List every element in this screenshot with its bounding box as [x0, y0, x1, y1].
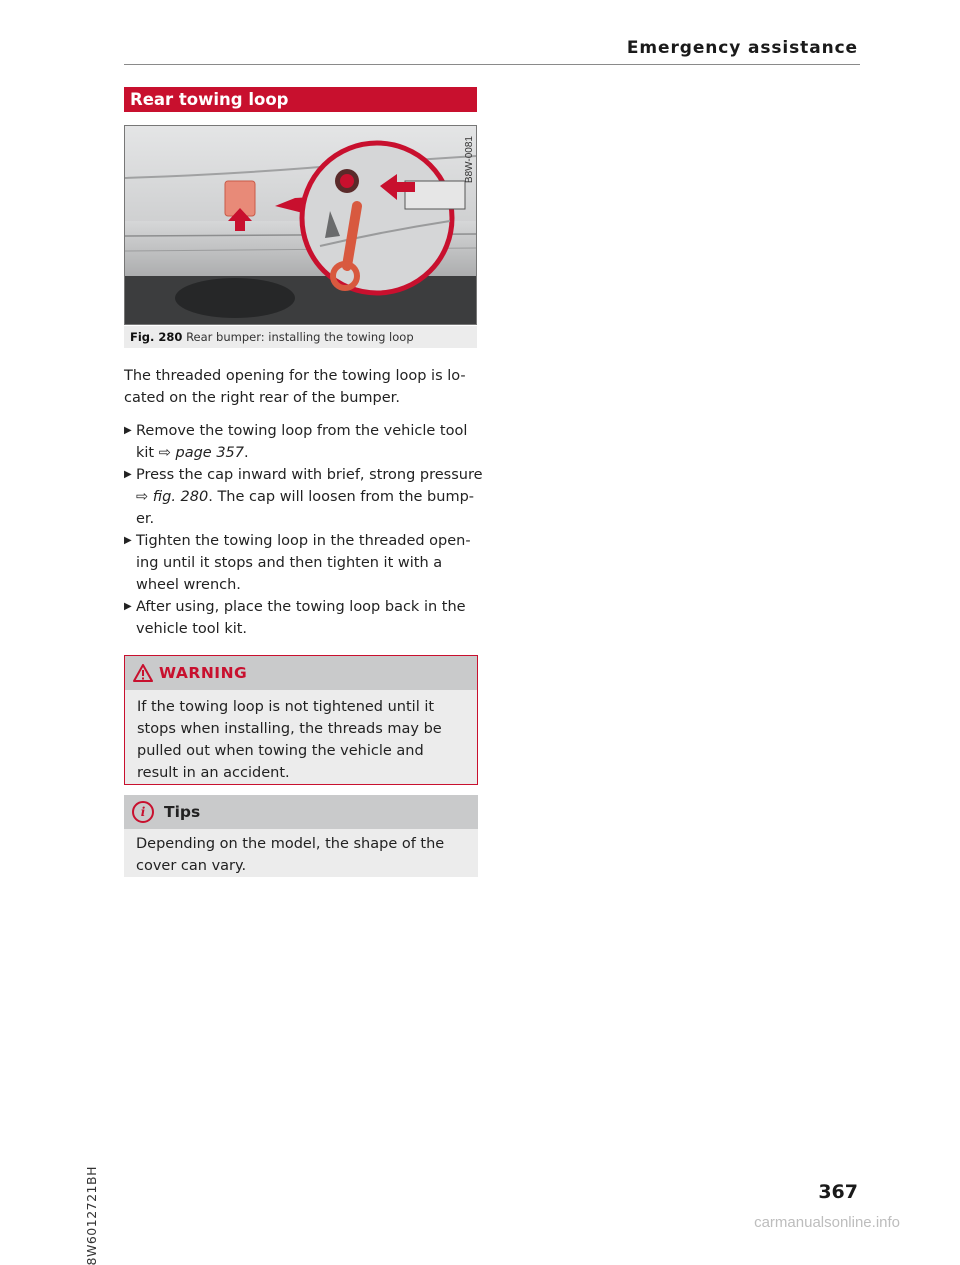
- warning-text: If the towing loop is not tightened until it stops when installing, the threads may be pulled out when towing the vehicle and result in an accident.: [137, 699, 442, 781]
- warning-title: WARNING: [159, 664, 248, 682]
- section-heading: Rear towing loop: [124, 87, 477, 112]
- warning-triangle-icon: [133, 664, 153, 682]
- figure-caption-text: Rear bumper: installing the towing loop: [186, 330, 414, 344]
- info-circle-icon: i: [132, 801, 154, 823]
- watermark: carmanualsonline.info: [754, 1214, 900, 1231]
- rear-bumper-illustration: [125, 126, 476, 324]
- triangle-bullet-icon: ▶: [124, 469, 132, 480]
- intro-line-2: cated on the right rear of the bumper.: [124, 390, 400, 406]
- intro-line-1: The threaded opening for the towing loop is lo-: [124, 368, 466, 384]
- instruction-steps: [124, 420, 484, 640]
- step-tighten-loop: ▶ Tighten the towing loop in the threaded open-ing until it stops and then tighten it with a wheel wrench.: [124, 530, 484, 596]
- tips-header: [124, 795, 478, 829]
- triangle-bullet-icon: ▶: [124, 601, 132, 612]
- page-reference-link[interactable]: ⇨ page 357: [158, 445, 244, 461]
- warning-header: [125, 656, 477, 690]
- step-remove-loop: ▶ Remove the towing loop from the vehicle tool kit ⇨ page 357.: [124, 420, 484, 464]
- triangle-bullet-icon: ▶: [124, 535, 132, 546]
- tips-title: Tips: [164, 803, 201, 821]
- warning-box: [124, 655, 478, 785]
- document-code: 8W6012721BH: [84, 1166, 99, 1265]
- figure-label: Fig. 280: [130, 330, 183, 344]
- step-return-loop: ▶ After using, place the towing loop back in the vehicle tool kit.: [124, 596, 484, 640]
- triangle-bullet-icon: ▶: [124, 425, 132, 436]
- figure-code: B8W-0081: [464, 136, 475, 184]
- page-number: 367: [818, 1181, 858, 1203]
- step-press-cap: ▶ Press the cap inward with brief, strong pressure ⇨ fig. 280. The cap will loosen from the bump-er.: [124, 464, 484, 530]
- header-divider: [124, 64, 860, 65]
- figure-reference-link[interactable]: ⇨ fig. 280: [136, 489, 209, 505]
- page-header-title: Emergency assistance: [626, 38, 858, 58]
- figure-caption: [124, 326, 477, 348]
- tips-text: Depending on the model, the shape of the cover can vary.: [136, 836, 445, 874]
- figure-rear-bumper: [124, 125, 477, 325]
- intro-paragraph: [124, 365, 484, 409]
- tips-box: [124, 795, 478, 877]
